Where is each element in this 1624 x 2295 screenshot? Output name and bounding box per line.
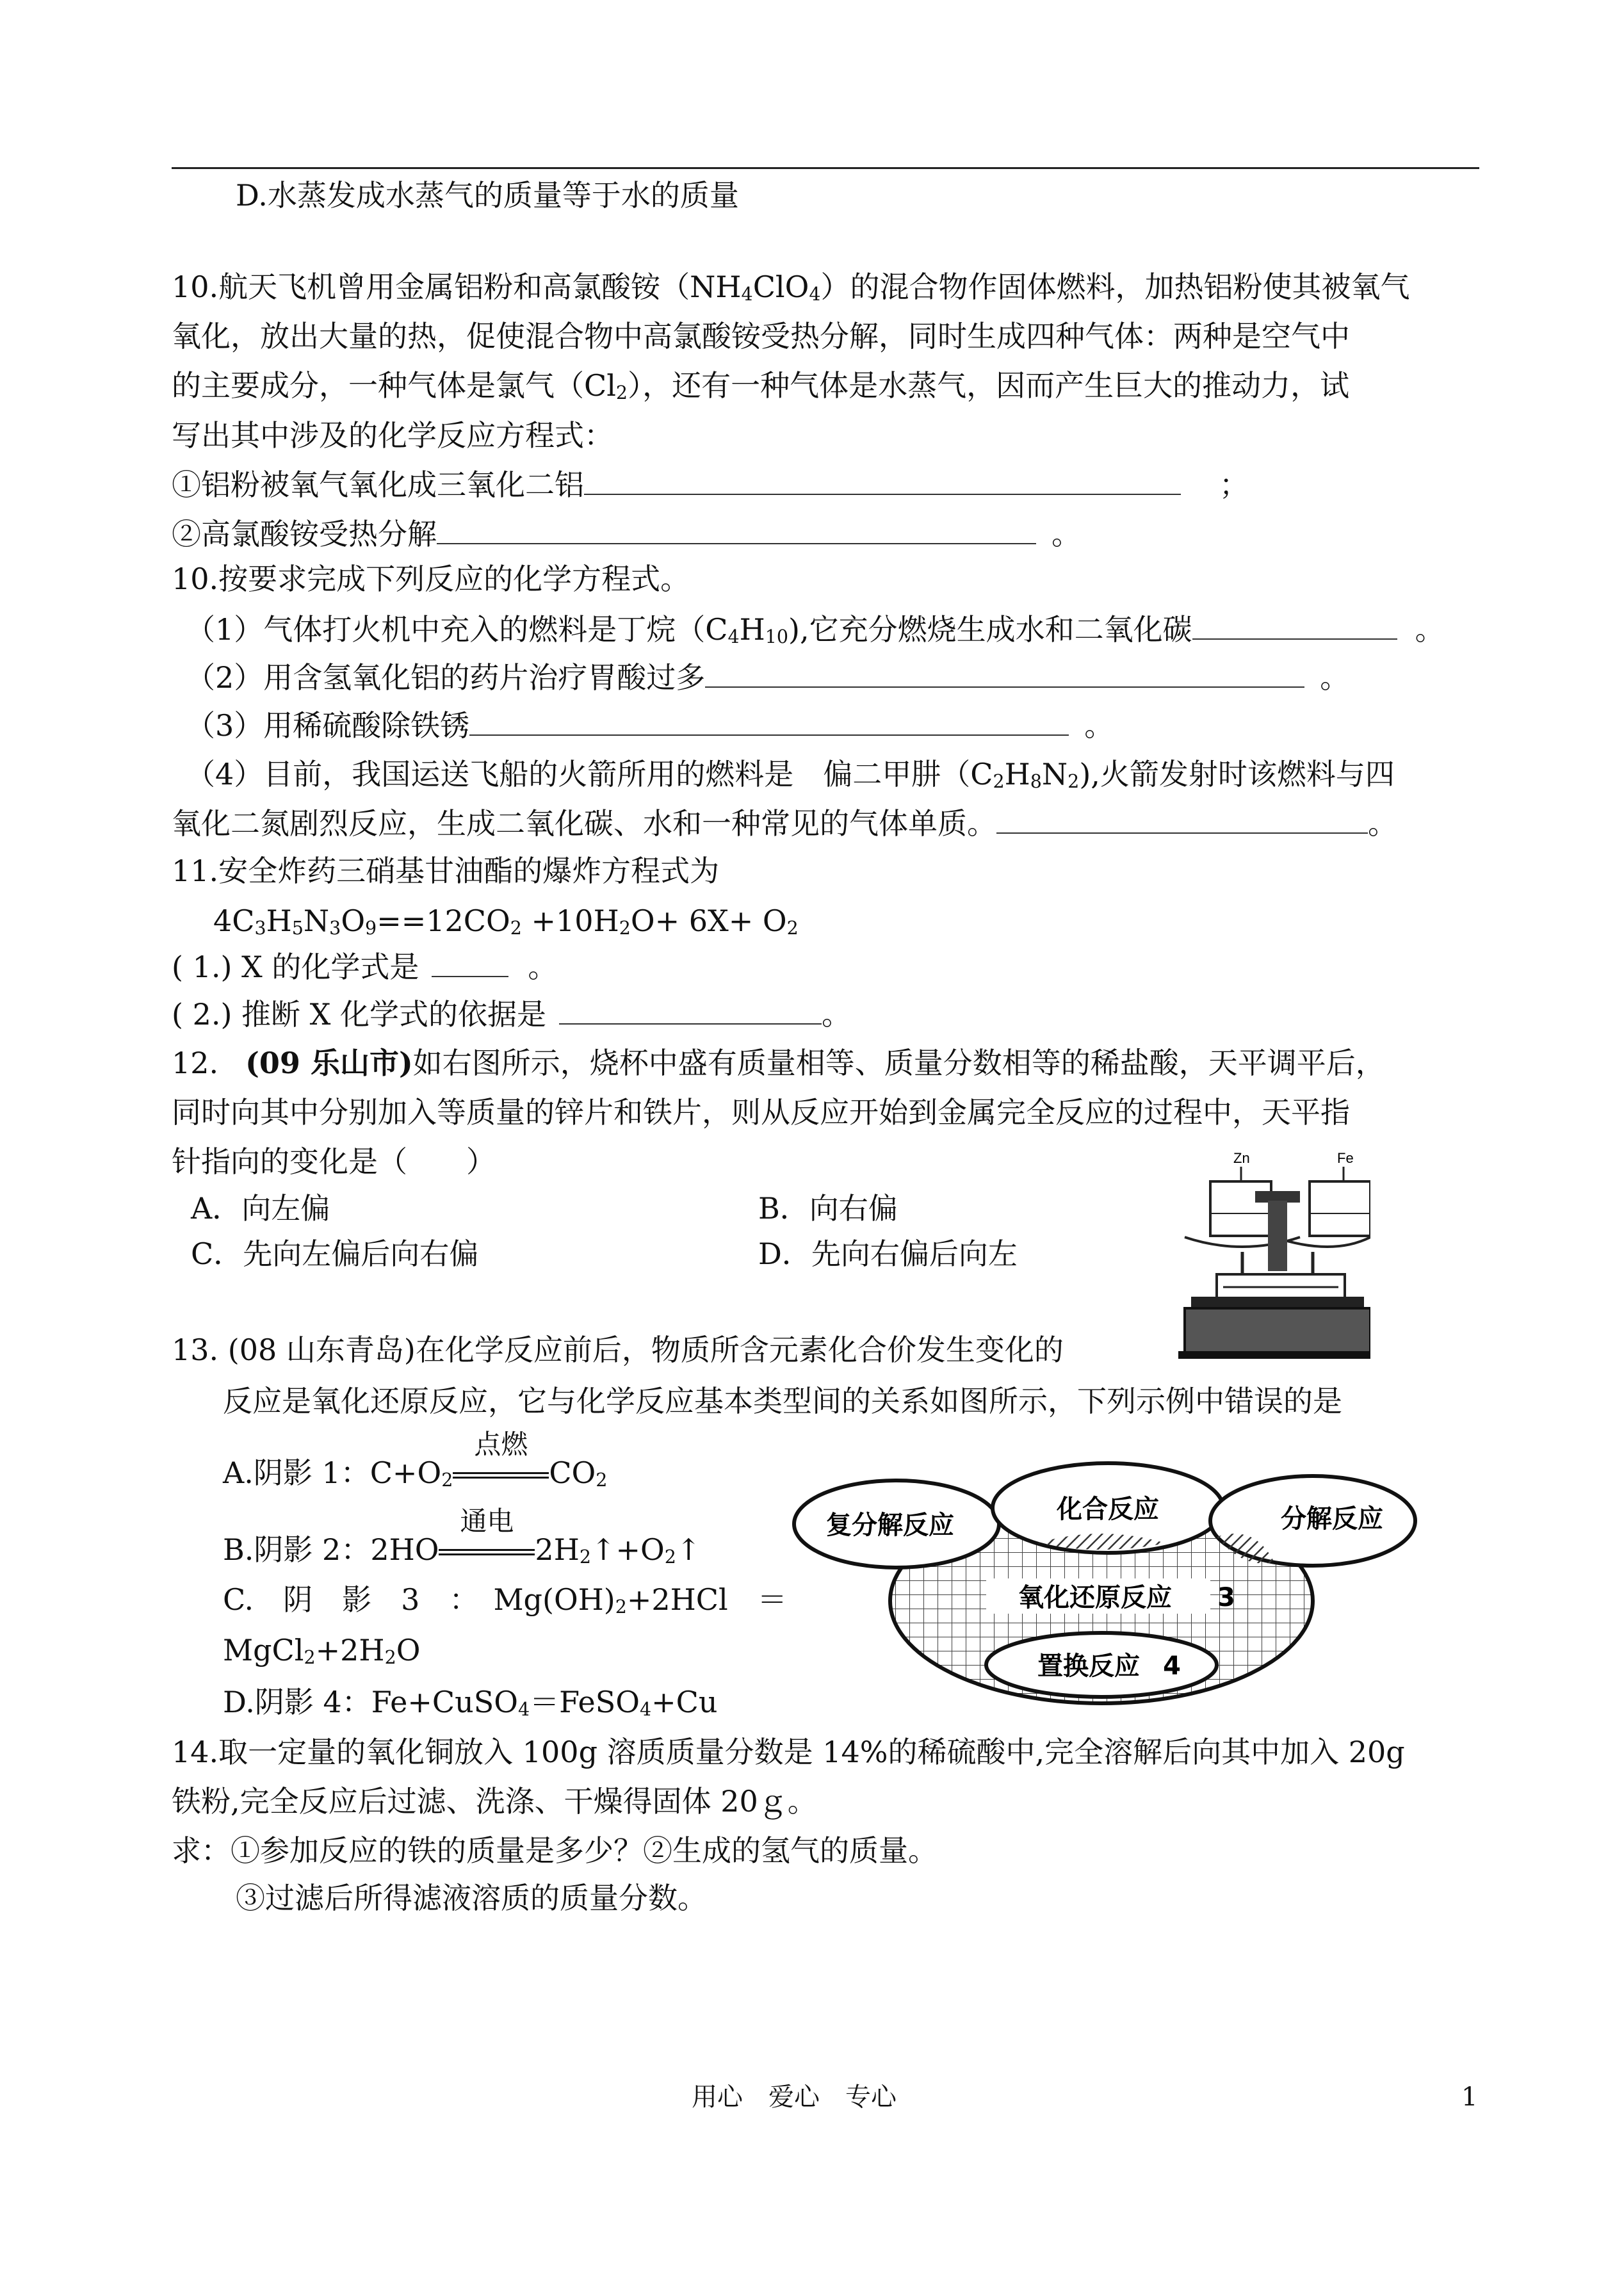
q12-option-c[interactable]: C．先向左偏后向右偏 (191, 1237, 479, 1271)
q10a-line-3: 的主要成分，一种气体是氯气$(Cl_2)$，还有一种气体是水蒸气，因而产生巨大的推动力，试 (172, 368, 1350, 404)
double-decomposition-label: 复分解反应 (826, 1511, 954, 1540)
q13-line-1: 13. (08 山东青岛)在化学反应前后，物质所含元素化合价发生变化的 (172, 1333, 1064, 1367)
answer-blank[interactable] (584, 467, 1181, 495)
balance-base (1185, 1308, 1370, 1353)
q11-item-1: ( 1.) X 的化学式是 。 (172, 950, 558, 984)
q10a-line-1: 10.航天飞机曾用金属铝粉和高氯酸铵$(NH_4ClO_4)$的混合物作固体燃料，加热铝粉使其被氧气 (172, 270, 1410, 305)
q12-option-a[interactable]: A．向左偏 (191, 1191, 330, 1226)
answer-blank[interactable] (705, 660, 1304, 688)
reaction-type-diagram (768, 1454, 1422, 1710)
q10a-line-4: 写出其中涉及的化学反应方程式： (172, 418, 613, 453)
q12-line-1: 12. (09 乐山市)如右图所示，烧杯中盛有质量相等、质量分数相等的稀盐酸，天平调平后， (172, 1046, 1385, 1080)
q11-title: 11.安全炸药三硝基甘油酯的爆炸方程式为 (172, 854, 720, 888)
q12-option-b[interactable]: B．向右偏 (758, 1191, 898, 1226)
q13-option-c-1[interactable]: C. 阴 影 3 ： $Mg(OH)_2+2HCl$ ＝ (223, 1582, 787, 1618)
q14-line-3: 求：①参加反应的铁的质量是多少？②生成的氢气的质量。 (172, 1833, 938, 1868)
answer-blank[interactable] (432, 949, 508, 977)
right-beaker (1310, 1181, 1370, 1236)
redox-label: 氧化还原反应 (1018, 1583, 1172, 1612)
q14-line-2: 铁粉,完全反应后过滤、洗涤、干燥得固体 20ｇ。 (172, 1784, 817, 1819)
q12-line-2: 同时向其中分别加入等质量的锌片和铁片，则从反应开始到金属完全反应的过程中，天平指 (172, 1095, 1350, 1130)
zn-label: Zn (1233, 1150, 1250, 1166)
q10a-line-2: 氧化，放出大量的热，促使混合物中高氯酸铵受热分解，同时生成四种气体：两种是空气中 (172, 319, 1350, 353)
header-rule (172, 167, 1479, 169)
q12-option-d[interactable]: D．先向右偏后向左 (758, 1237, 1018, 1271)
q10b-item-4a: （4）目前，我国运送飞船的火箭所用的燃料是 偏二甲肼$(C_2H_8N_2)$,火箭发射时该燃料与四 (186, 757, 1395, 793)
answer-blank[interactable] (996, 806, 1368, 834)
answer-blank[interactable] (469, 708, 1069, 736)
q10b-title: 10.按要求完成下列反应的化学方程式。 (172, 562, 690, 596)
q10b-item-4b: 氧化二氮剧烈反应，生成二氧化碳、水和一种常见的气体单质。 。 (172, 806, 1397, 841)
q14-line-1: 14.取一定量的氧化铜放入 100g 溶质质量分数是 14%的稀硫酸中,完全溶解后向其中加入 20g (172, 1735, 1405, 1769)
balance-diagram (1178, 1146, 1370, 1370)
q13-option-a[interactable]: A.阴影 1：$C+O_2$ 点燃 $CO_2$ (223, 1429, 608, 1491)
displacement-label: 置换反应 (1037, 1651, 1140, 1681)
q10b-item-3: （3）用稀硫酸除铁锈 。 (186, 708, 1114, 743)
decomposition-label: 分解反应 (1281, 1504, 1383, 1534)
q10b-item-1: （1）气体打火机中充入的燃料是丁烷$(C_4H_{10})$,它充分燃烧生成水和二氧化碳 。 (186, 612, 1445, 648)
q11-equation: $4C_3H_5N_3O_9==12CO_2 +10H_2O+ 6X+ O_2$ (213, 904, 799, 939)
fe-label: Fe (1337, 1150, 1354, 1166)
footer-motto: 用心 爱心 专心 (692, 2082, 897, 2112)
answer-blank[interactable] (437, 516, 1036, 544)
q13-line-2: 反应是氧化还原反应，它与化学反应基本类型间的关系如图所示，下列示例中错误的是 (223, 1384, 1342, 1418)
answer-blank[interactable] (1192, 612, 1397, 640)
q10a-item-1: ①铝粉被氧气氧化成三氧化二铝 ； (172, 467, 1249, 502)
q14-line-4: ③过滤后所得滤液溶质的质量分数。 (236, 1881, 707, 1915)
q10a-item-2: ②高氯酸铵受热分解 。 (172, 517, 1081, 551)
q13-option-c-2: $MgCl_2+2H_2O$ (223, 1633, 421, 1669)
q11-item-2: ( 2.) 推断 X 化学式的依据是 。 (172, 997, 852, 1032)
page-number: 1 (1461, 2082, 1478, 2112)
q12-line-3: 针指向的变化是（ ） (172, 1144, 496, 1179)
shadow-4-number: 4 (1163, 1651, 1181, 1681)
q13-option-b[interactable]: B.阴影 2：2HO 通电 $2H_2↑+O_2↑$ (223, 1505, 701, 1568)
shadow-3-number: 3 (1217, 1583, 1235, 1612)
q10b-item-2: （2）用含氢氧化铝的药片治疗胃酸过多 。 (186, 660, 1350, 695)
q13-option-d[interactable]: D.阴影 4：Fe+CuSO$_4$＝FeSO$_4$+Cu (223, 1685, 718, 1721)
combination-label: 化合反应 (1057, 1495, 1159, 1524)
option-d-line: D.水蒸发成水蒸气的质量等于水的质量 (236, 178, 739, 213)
answer-blank[interactable] (559, 996, 822, 1025)
left-beaker (1210, 1181, 1271, 1236)
